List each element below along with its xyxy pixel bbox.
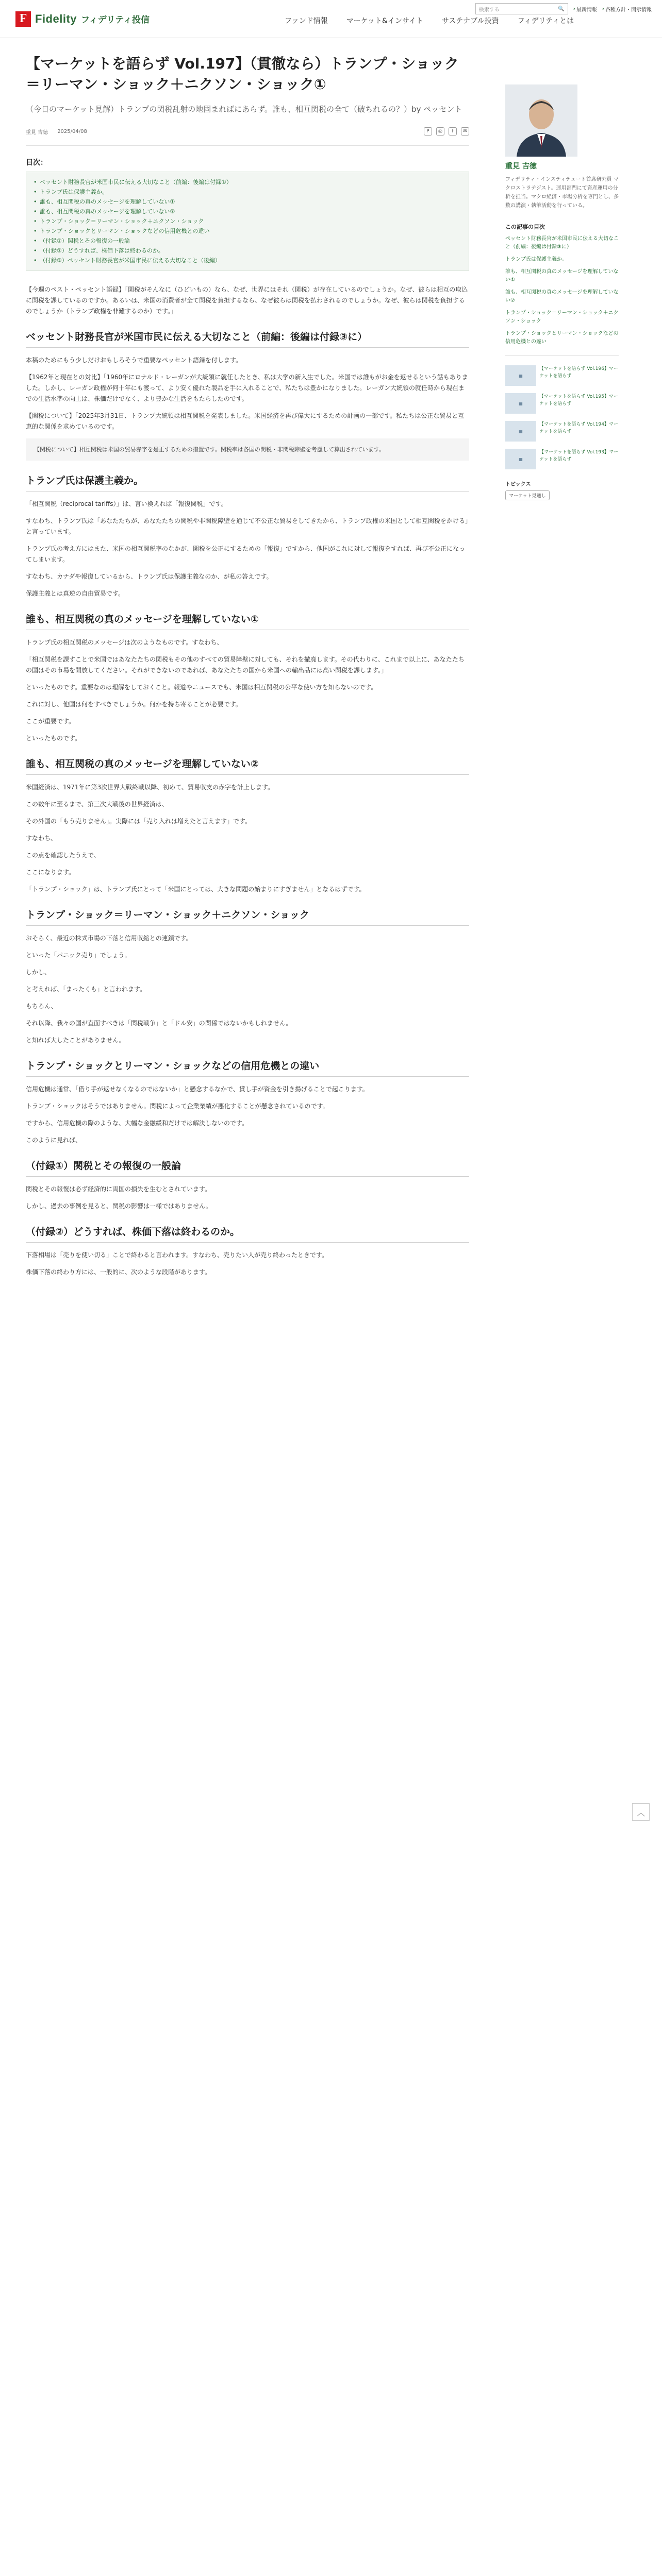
toc-item[interactable]: • （付録①）関税とその報復の一般論 [34,236,461,246]
section-paragraph: と考えれば、「まったくも」と言われます。 [26,986,146,993]
toc-item[interactable]: • トランプ氏は保護主義か。 [34,187,461,197]
article-meta [26,126,469,137]
quote-box [26,438,469,461]
section-paragraph: 株価下落の終わり方には、一般的に、次のような段階があります。 [26,1268,211,1276]
toc-title: 目次： [26,159,47,167]
section-paragraph: トランプ・ショックはそうではありません。関税によって企業業績が悪化することが懸念されているのです。 [26,1103,329,1110]
fidelity-logo-mark-icon: F [15,11,31,27]
section-paragraph: 「相互関税を課すことで米国ではあなたたちの関税もその他のすべての貿易障壁に対しても、それを撤廃します。その代わりに、これまで以上に、あなたたちの国はその市場を開放してください。それができないのであれば、あなたたちの国から米国への輸出品には高い関税を課します。」 [26,656,465,674]
sidebar-card[interactable] [505,421,619,442]
section-paragraph: すなわち、カナダや報復しているから、トランプ氏は保護主義なのか、が私の答えです。 [26,573,273,580]
search-placeholder: 検索する [478,7,500,13]
intro-paragraph: 【今週のペスト・ペッセント語録】「関税がそんなに（ひどいもの）なら、なぜ、世界にはそれ（関税）が存在しているのでしょうか。なぜ、彼らは相互の取込に関税を課しているのですか。あるいは、米国の消費者が全て関税を負担するなら、なぜ彼らは関税を払わされるのでしょうか。なぜ、彼らは関税を負担するのでしょうか（トランプ政権を非難するのか）です。」 [26,286,468,315]
divider [26,145,469,146]
section-heading: 誰も、相互関税の真のメッセージを理解していない① [26,613,469,630]
sidebar-card[interactable] [505,365,619,386]
toc-item[interactable]: • （付録②）どうすれば、株価下落は終わるのか。 [34,246,461,256]
chevron-up-icon: ︿ [636,1807,645,1818]
pdf-icon[interactable]: P [424,127,432,135]
section-paragraph: 「相互関税（reciprocal tariffs）」は、言い換えれば「報復関税」です。 [26,500,227,507]
card-thumbnail-icon: ▦ [505,393,536,414]
logo-sub: フィデリティ投信 [81,15,150,25]
nav-sustainable[interactable]: サステナブル投資 [441,17,499,25]
section-paragraph: ここになります。 [26,869,75,876]
author-name[interactable]: 重見 吉徳 [26,129,48,135]
util-link-latest[interactable]: › 最新情報 [573,5,597,13]
sidebar-link[interactable]: 誰も、相互関税の真のメッセージを理解していない① [505,269,619,283]
card-thumbnail-icon: ▦ [505,365,536,386]
section-paragraph: ここが重要です。 [26,718,75,725]
section-paragraph: その外国の「もう売りません」。実際には「売り入れは増えたと言えます」です。 [26,818,252,825]
sidebar-author-bio: フィデリティ・インスティテュート首席研究員 マクロストラテジスト。運用部門にて資産運用の分析を担当。マクロ経済・市場分析を専門とし、多数の講演・執筆活動を行っている。 [505,177,619,209]
section-paragraph: このように見れば、 [26,1137,82,1144]
section-paragraph: ですから、信用危機の際のような、大幅な金融緩和だけでは解決しないのです。 [26,1120,249,1127]
author-photo [505,84,577,157]
section-paragraph: と知れば大したことがありません。 [26,1037,125,1044]
toc-item[interactable]: • トランプ・ショックとリーマン・ショックなどの信用危機との違い [34,226,461,236]
scroll-to-top-button[interactable] [632,1803,650,1821]
card-thumbnail-icon: ▦ [505,421,536,442]
section-paragraph: といった「パニック売り」でしょう。 [26,952,131,959]
card-title: 【マーケットを語らず Vol.193】マーケットを語らず [539,450,618,462]
section-paragraph: この数年に至るまで、第三次大戦後の世界経済は、 [26,801,168,808]
sidebar-related-title: この記事の目次 [505,224,545,230]
mail-icon[interactable]: ✉ [461,127,469,135]
site-header [0,0,662,38]
nav-market-insight[interactable]: マーケット&インサイト [346,17,423,25]
publish-date: 2025/04/08 [57,128,87,134]
section-heading: （付録①）関税とその報復の一般論 [26,1159,469,1177]
toc-item[interactable]: • ペッセント財務長官が米国市民に伝える大切なこと（前編：後編は付録①） [34,177,461,187]
section-paragraph: 米国経済は、1971年に第3次世界大戦終戦以降、初めて、貿易収支の赤字を計上します。 [26,784,274,791]
topic-tag[interactable]: マーケット見通し [505,490,550,500]
section-paragraph: トランプ氏の相互関税のメッセージは次のようなものです。すなわち、 [26,639,223,646]
section-paragraph: といったものです。 [26,735,81,742]
section-paragraph: おそらく、最近の株式市場の下落と信用収縮との連鎖です。 [26,935,192,942]
sidebar-link[interactable]: トランプ氏は保護主義か。 [505,257,567,262]
section-heading: 誰も、相互関税の真のメッセージを理解していない② [26,757,469,775]
sidebar [505,38,619,1284]
topics-title: トピックス [505,482,531,487]
card-title: 【マーケットを語らず Vol.195】マーケットを語らず [539,394,618,406]
print-icon[interactable]: ⎙ [436,127,444,135]
section-paragraph: 関税とその報復は必ず経済的に両国の損失を生むとされています。 [26,1185,211,1193]
util-link-policy[interactable]: › 各種方針・開示情報 [602,5,652,13]
article-main [26,38,469,1284]
article-subtitle: （今日のマーケット見解）トランプの関税乱射の地固まればにあらず。誰も、相互関税の全て（破ちれるの？）by ペッセント [26,105,462,114]
section-paragraph: 保護主義とは真逆の自由貿易です。 [26,590,125,597]
share-icons [424,127,469,135]
search-input[interactable] [475,3,568,14]
nav-about[interactable]: フィデリティとは [517,17,574,25]
sidebar-link[interactable]: トランプ・ショック＝リーマン・ショック＋ニクソン・ショック [505,310,619,324]
section-paragraph: すなわち、 [26,835,57,842]
sidebar-link[interactable]: 誰も、相互関税の真のメッセージを理解していない② [505,290,619,303]
section-paragraph: しかし、 [26,969,51,976]
section-paragraph: すなわち、トランプ氏は「あなたたちが、あなたたちの関税や非関税障壁を通じて不公正な貿易をしてきたから、トランプ政権の米国として相互関税をかける」と言っています。 [26,517,469,535]
author-portrait-icon [505,84,577,157]
toc-item[interactable]: • （付録③）ペッセント財務長官が米国市民に伝える大切なこと（後編） [34,256,461,265]
section-paragraph: 信用危機は通常、「借り手が返せなくなるのではないか」と懸念するなかで、貸し手が資金を引き揚げることで起こります。 [26,1086,369,1093]
global-nav [285,15,574,26]
sidebar-card[interactable] [505,393,619,414]
section-paragraph: 【関税について】「2025年3月31日、トランプ大統領は相互関税を発表しました。米国経済を再び偉大にするための計画の一部です。私たちは公正な貿易と互恵的な関係を求めているのです。 [26,412,465,430]
sidebar-card[interactable] [505,449,619,469]
section-paragraph: 「トランプ・ショック」は、トランプ氏にとって「米国にとっては、大きな問題の始まりにすぎません」となるはずです。 [26,886,366,893]
section-heading: トランプ・ショックとリーマン・ショックなどの信用危機との違い [26,1059,469,1077]
section-paragraph: 本稿のためにもう少しだけおもしろそうで重要なペッセント語録を付します。 [26,357,242,364]
section-heading: トランプ氏は保護主義か。 [26,474,469,492]
section-paragraph: この点を確認したうえで、 [26,852,100,859]
table-of-contents [26,172,469,271]
page-container [0,38,662,1284]
sidebar-author-name[interactable]: 重見 吉徳 [505,162,537,171]
toc-item[interactable]: • 誰も、相互関税の真のメッセージを理解していない② [34,207,461,216]
utility-bar [475,3,652,14]
section-paragraph: 【1962年と現在との対比】「1960年にロナルド・レーガンが大統領に就任したとき、私は大学の新入生でした。米国では誰もがお金を返せるという話もありました。しかし、レーガン政権が何十年にも渡って、より安く優れた製品を手に入れることで、私たちは豊かになりました。レーガン大統領の就任時から現在までの生活水準の向上は、株価だけでなく、より豊かな生活をもたらしたのです。 [26,374,468,402]
article-sections [26,330,469,1278]
section-paragraph: トランプ氏の考え方にはまた、米国の相互関税率のなかが、関税を公正にするための「報復」ですから、他国がこれに対して報復をすれば、再び不公正になってしまいます。 [26,545,466,563]
section-heading: トランプ・ショック＝リーマン・ショック＋ニクソン・ショック [26,908,469,926]
section-paragraph: 下落相場は「売りを使い切る」ことで終わると言われます。すなわち、売りたい人が売り終わったときです。 [26,1251,328,1259]
card-title: 【マーケットを語らず Vol.196】マーケットを語らず [539,366,618,379]
toc-item[interactable]: • 誰も、相互関税の真のメッセージを理解していない① [34,197,461,207]
facebook-icon[interactable]: f [449,127,457,135]
section-heading: （付録②）どうすれば、株価下落は終わるのか。 [26,1225,469,1243]
sidebar-link[interactable]: ペッセント財務長官が米国市民に伝える大切なこと（前編：後編は付録③に） [505,236,619,250]
sidebar-link[interactable]: トランプ・ショックとリーマン・ショックなどの信用危機との違い [505,331,619,345]
search-icon[interactable]: 🔍 [558,6,565,12]
fidelity-logo[interactable] [15,11,150,27]
nav-fund-info[interactable]: ファンド情報 [285,17,328,25]
section-paragraph: これに対し、他国は何をすべきでしょうか。何かを持ち寄ることが必要です。 [26,701,242,708]
article-title: 【マーケットを語らず Vol.197】（貫徹なら）トランプ・ショック＝リーマン・ショック＋ニクソン・ショック① [26,55,459,93]
sidebar-divider [505,355,619,356]
card-title: 【マーケットを語らず Vol.194】マーケットを語らず [539,422,618,434]
section-paragraph: もちろん、 [26,1003,57,1010]
section-heading: ベッセント財務長官が米国市民に伝える大切なこと（前編：後編は付録③に） [26,330,469,348]
card-thumbnail-icon: ▦ [505,449,536,469]
sidebar-related-links [505,235,619,346]
section-paragraph: しかし、過去の事例を見ると、関税の影響は一様ではありません。 [26,1202,212,1210]
quote-box-text: 【関税について】相互関税は米国の貿易赤字を是正するための措置です。関税率は各国の関税・非関税障壁を考慮して算出されています。 [34,446,385,453]
toc-item[interactable]: • トランプ・ショック＝リーマン・ショック＋ニクソン・ショック [34,216,461,226]
section-paragraph: それ以降、我々の国が直面すべきは「関税戦争」と「ドル安」の関係ではないかもしれません。 [26,1020,292,1027]
logo-text: Fidelity [35,12,77,25]
section-paragraph: といったものです。重要なのは理解をしておくこと。報道やニュースでも、米国は相互関税の公平な使い方を知らないのです。 [26,684,377,691]
